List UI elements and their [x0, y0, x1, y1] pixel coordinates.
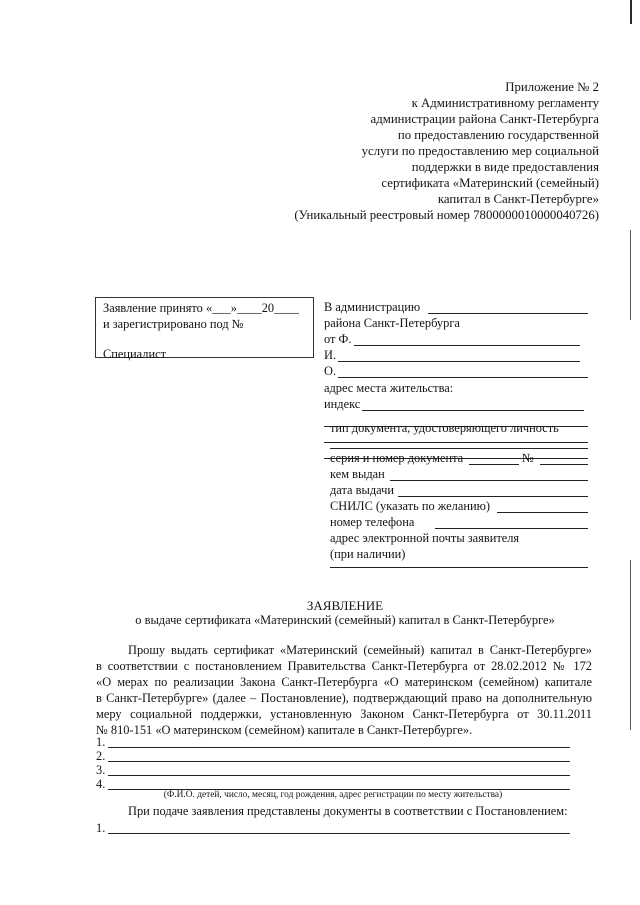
if-any-note: (при наличии) — [330, 547, 406, 561]
doc-type-field[interactable] — [330, 448, 588, 449]
district-label: района Санкт-Петербурга — [324, 316, 460, 330]
snils-field[interactable] — [497, 512, 588, 513]
number-sign: № — [522, 451, 534, 465]
header-line: капитал в Санкт-Петербурге» — [437, 192, 599, 206]
address-field-line[interactable] — [324, 442, 588, 443]
issued-by-label: кем выдан — [330, 467, 385, 481]
specialist-label: Специалист — [103, 347, 166, 361]
registry-number: (Уникальный реестровый номер 7800000010000040726) — [294, 208, 599, 222]
registered-number-line: и зарегистрировано под № — [103, 317, 244, 331]
paragraph-line: меру социальной поддержки, установленную Законом Санкт-Петербурга от 30.11.2011 — [96, 707, 592, 721]
issue-date-field[interactable] — [398, 496, 588, 497]
patronymic-label: О. — [324, 364, 337, 378]
child-entry-field[interactable] — [108, 775, 570, 776]
header-line: сертификата «Материнский (семейный) — [381, 176, 599, 190]
appendix-number: Приложение № 2 — [505, 80, 599, 94]
phone-label: номер телефона — [330, 515, 415, 529]
email-label: адрес электронной почты заявителя — [330, 531, 520, 545]
child-entry-field[interactable] — [108, 761, 570, 762]
issued-by-field[interactable] — [390, 480, 588, 481]
document-entry-field[interactable] — [108, 833, 570, 834]
document-title: ЗАЯВЛЕНИЕ — [306, 598, 384, 613]
child-entry-field[interactable] — [108, 747, 570, 748]
list-number: 2. — [96, 749, 106, 763]
accepted-date-line: Заявление принято «___»____20____ — [103, 301, 299, 315]
document-subtitle: о выдаче сертификата «Материнский (семейный) капитал в Санкт-Петербурге» — [135, 613, 555, 627]
email-field[interactable] — [330, 567, 588, 568]
index-label: индекс — [324, 397, 361, 411]
header-line: услуги по предоставлению мер социальной — [361, 144, 599, 158]
doc-type-label: тип документа, удостоверяющего личность — [330, 421, 559, 435]
administration-field[interactable] — [428, 313, 588, 314]
paragraph-line: № 810-151 «О материнском (семейном) капитале в Санкт-Петербурге». — [96, 723, 473, 737]
paragraph-line: в Санкт-Петербурге» (далее – Постановление), подтверждающий право на дополнительную — [96, 691, 592, 705]
list-number: 1. — [96, 821, 106, 835]
patronymic-field[interactable] — [338, 377, 588, 378]
list-number: 4. — [96, 777, 106, 791]
scan-edge-mark — [630, 560, 631, 730]
series-field[interactable] — [469, 464, 519, 465]
snils-label: СНИЛС (указать по желанию) — [330, 499, 490, 513]
header-line: поддержки в виде предоставления — [411, 160, 599, 174]
header-line: к Административному регламенту — [411, 96, 599, 110]
name-field[interactable] — [338, 361, 580, 362]
scan-edge-mark — [630, 230, 631, 320]
list-number: 3. — [96, 763, 106, 777]
header-line: по предоставлению государственной — [397, 128, 599, 142]
to-administration-label: В администрацию — [324, 300, 421, 314]
list-number: 1. — [96, 735, 106, 749]
documents-intro: При подаче заявления представлены документы в соответствии с Постановлением: — [128, 804, 568, 818]
phone-field[interactable] — [435, 528, 588, 529]
children-caption: (Ф.И.О. детей, число, месяц, год рождения, адрес регистрации по месту жительства) — [163, 790, 503, 800]
index-field[interactable] — [362, 410, 584, 411]
paragraph-line: «О мерах по реализации Закона Санкт-Петербурга «О материнском (семейном) капитале — [96, 675, 592, 689]
issue-date-label: дата выдачи — [330, 483, 394, 497]
surname-field[interactable] — [354, 345, 580, 346]
paragraph-line: в соответствии с постановлением Правительства Санкт-Петербурга от 28.02.2012 № 172 — [96, 659, 592, 673]
number-field[interactable] — [540, 464, 588, 465]
header-line: администрации района Санкт-Петербурга — [370, 112, 599, 126]
surname-label: от Ф. — [324, 332, 352, 346]
series-number-label: серия и номер документа — [330, 451, 464, 465]
name-label: И. — [324, 348, 337, 362]
scan-edge-mark — [630, 0, 632, 24]
paragraph-line: Прошу выдать сертификат «Материнский (семейный) капитал в Санкт-Петербурге» — [128, 643, 592, 657]
address-label: адрес места жительства: — [324, 381, 454, 395]
